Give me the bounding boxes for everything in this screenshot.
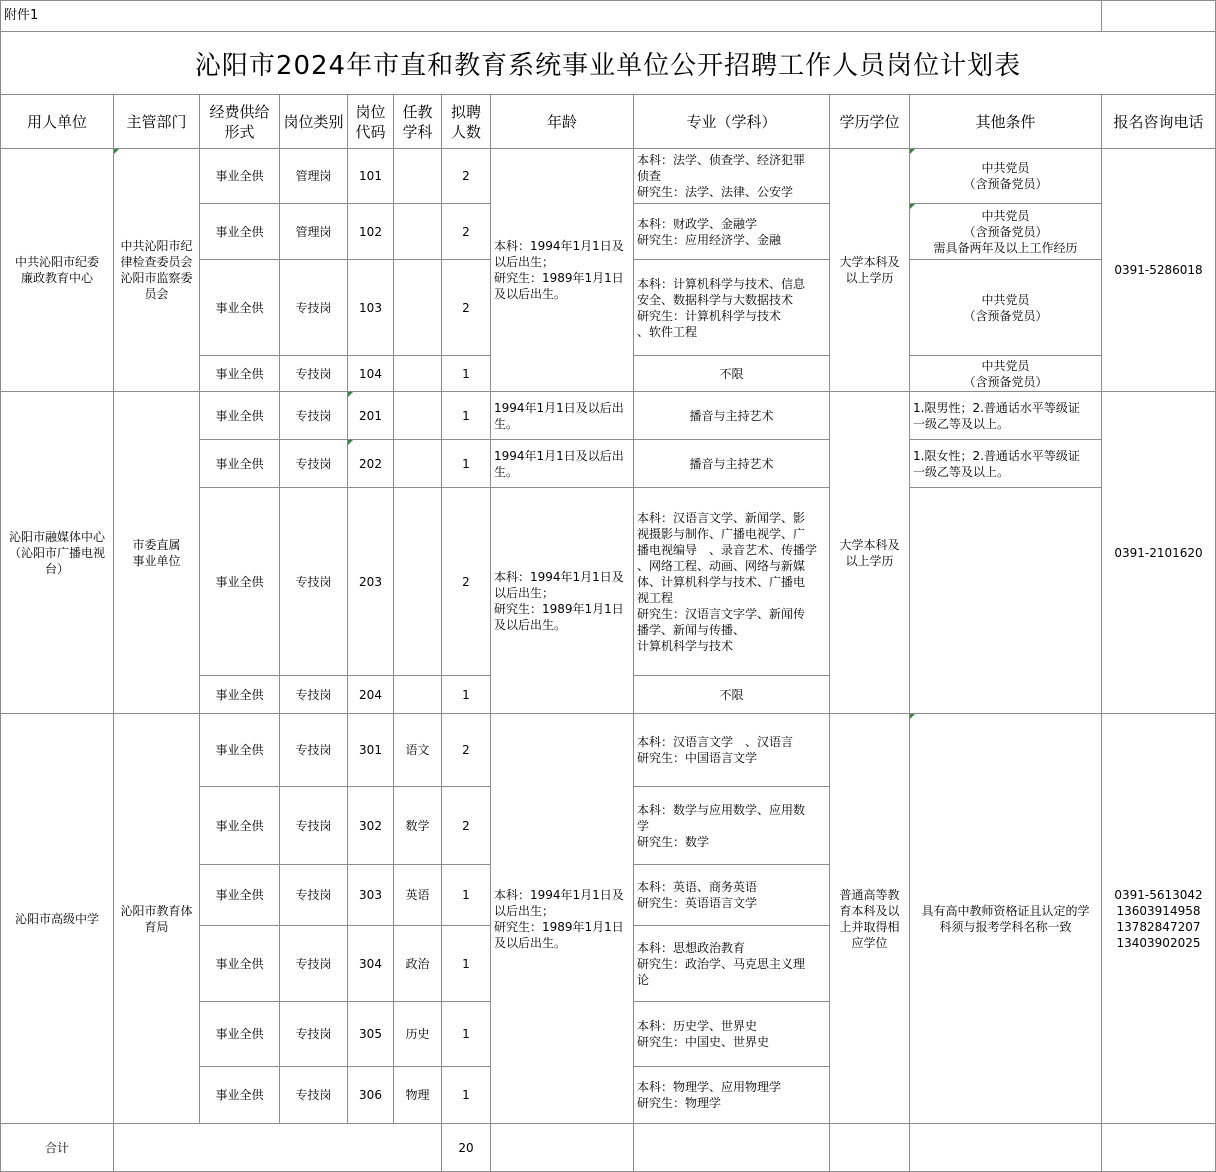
position-code: 202: [359, 456, 382, 471]
funding-type: 事业全供: [215, 1088, 264, 1102]
major-requirement: 本科：数学与应用数学、应用数 学 研究生：数学: [637, 802, 806, 849]
hiring-count: 1: [462, 456, 470, 471]
hiring-count: 1: [462, 1088, 470, 1102]
position-code: 102: [359, 224, 382, 239]
position-type: 专技岗: [295, 687, 332, 702]
hiring-count: 1: [462, 687, 470, 702]
total-count: 20: [458, 1140, 474, 1155]
hiring-count: 2: [462, 300, 470, 315]
employer-unit: 沁阳市融媒体中心 （沁阳市广播电视 台）: [8, 529, 105, 576]
comment-marker-icon: [910, 149, 915, 154]
education-requirement: 大学本科及 以上学历: [839, 255, 900, 285]
contact-phone: 0391-5286018: [1114, 263, 1203, 277]
other-conditions: 中共党员 （含预备党员）: [963, 292, 1048, 323]
funding-type: 事业全供: [215, 366, 264, 381]
major-requirement: 播音与主持艺术: [689, 456, 774, 471]
major-requirement: 不限: [719, 366, 744, 381]
hiring-count: 2: [462, 574, 470, 589]
teaching-subject: 数学: [405, 818, 430, 833]
major-requirement: 播音与主持艺术: [689, 408, 774, 423]
position-type: 专技岗: [295, 743, 332, 757]
hiring-count: 1: [462, 956, 470, 971]
position-type: 专技岗: [295, 408, 332, 423]
teaching-subject: [394, 204, 441, 259]
hiring-count: 2: [462, 169, 470, 183]
column-header: 专业（学科）: [686, 112, 777, 131]
grid-line: [829, 1123, 830, 1172]
teaching-subject: [394, 149, 441, 203]
grid-line: [0, 0, 1216, 1]
teaching-subject: 英语: [405, 888, 430, 902]
education-requirement: 大学本科及 以上学历: [839, 537, 900, 568]
position-type: 专技岗: [295, 366, 332, 381]
funding-type: 事业全供: [215, 574, 264, 589]
other-conditions: 中共党员 （含预备党员） 需具备两年及以上工作经历: [933, 208, 1078, 255]
position-code: 303: [359, 888, 382, 902]
column-header: 学历学位: [839, 112, 900, 131]
funding-type: 事业全供: [215, 687, 264, 702]
major-requirement: 本科：计算机科学与技术、信息 安全、数据科学与大数据技术 研究生：计算机科学与技术 、软件工程: [637, 276, 806, 339]
position-code: 306: [359, 1088, 382, 1102]
other-conditions: [910, 488, 1101, 713]
other-conditions: 中共党员 （含预备党员）: [963, 358, 1048, 389]
funding-type: 事业全供: [215, 888, 264, 902]
grid-line: [1101, 1123, 1102, 1172]
position-type: 专技岗: [295, 888, 332, 902]
age-requirement: 本科：1994年1月1日及 以后出生； 研究生：1989年1月1日 及以后出生。: [494, 239, 624, 301]
position-code: 305: [359, 1027, 382, 1041]
column-header: 报名咨询电话: [1113, 112, 1204, 131]
teaching-subject: 历史: [405, 1027, 430, 1041]
position-code: 201: [359, 408, 382, 423]
total-label: 合计: [44, 1140, 69, 1155]
position-type: 管理岗: [295, 169, 332, 183]
supervising-department: 市委直属 事业单位: [132, 537, 181, 568]
teaching-subject: 政治: [405, 956, 430, 971]
column-header: 主管部门: [126, 112, 187, 131]
other-conditions: 1.限女性；2.普通话水平等级证 一级乙等及以上。: [913, 448, 1080, 479]
position-type: 管理岗: [295, 224, 332, 239]
teaching-subject: [394, 392, 441, 439]
major-requirement: 本科：英语、商务英语 研究生：英语语言文学: [637, 880, 758, 910]
funding-type: 事业全供: [215, 456, 264, 471]
column-header: 用人单位: [26, 112, 87, 131]
teaching-subject: [394, 356, 441, 391]
comment-marker-icon: [348, 392, 353, 397]
column-header: 经费供给 形式: [209, 102, 270, 141]
position-type: 专技岗: [295, 818, 332, 833]
major-requirement: 本科：思想政治教育 研究生：政治学、马克思主义理 论: [637, 940, 806, 987]
funding-type: 事业全供: [215, 169, 264, 183]
teaching-subject: 物理: [405, 1088, 430, 1102]
column-header: 拟聘 人数: [450, 102, 481, 141]
education-requirement: 普通高等教 育本科及以 上并取得相 应学位: [839, 887, 900, 950]
position-code: 301: [359, 743, 382, 757]
teaching-subject: [394, 260, 441, 355]
supervising-department: 中共沁阳市纪 律检查委员会 沁阳市监察委 员会: [120, 239, 193, 301]
hiring-count: 1: [462, 366, 470, 381]
teaching-subject: [394, 488, 441, 675]
attachment-label: 附件1: [4, 8, 39, 23]
age-requirement: 本科：1994年1月1日及 以后出生； 研究生：1989年1月1日 及以后出生。: [494, 569, 624, 632]
major-requirement: 本科：汉语言文学、新闻学、影 视摄影与制作、广播电视学、广 播电视编导 、录音艺术、传播学 、网络工程、动画、网络与新媒 体、计算机科学与技术、广播电 视工程 研究生：汉语言文字学、新闻传 播学、新闻与传播、 计算机科学与技术: [637, 510, 818, 653]
position-type: 专技岗: [295, 1088, 332, 1102]
position-type: 专技岗: [295, 1027, 332, 1041]
position-code: 204: [359, 687, 382, 702]
column-header: 年龄: [546, 112, 577, 131]
major-requirement: 本科：物理学、应用物理学 研究生：物理学: [637, 1080, 782, 1110]
page-title: 沁阳市2024年市直和教育系统事业单位公开招聘工作人员岗位计划表: [194, 50, 1022, 81]
position-code: 103: [359, 300, 382, 315]
column-header: 岗位 代码: [355, 102, 386, 141]
teaching-subject: [394, 676, 441, 713]
major-requirement: 本科：财政学、金融学 研究生：应用经济学、金融: [637, 216, 782, 247]
funding-type: 事业全供: [215, 408, 264, 423]
hiring-count: 2: [462, 818, 470, 833]
position-type: 专技岗: [295, 956, 332, 971]
hiring-count: 1: [462, 408, 470, 423]
teaching-subject: [394, 440, 441, 487]
employer-unit: 中共沁阳市纪委 廉政教育中心: [14, 255, 99, 285]
other-conditions: 中共党员 （含预备党员）: [963, 161, 1048, 191]
other-conditions: 1.限男性；2.普通话水平等级证 一级乙等及以上。: [913, 400, 1080, 431]
funding-type: 事业全供: [215, 743, 264, 757]
major-requirement: 本科：汉语言文学 、汉语言 研究生：中国语言文学: [637, 735, 794, 765]
age-requirement: 本科：1994年1月1日及 以后出生； 研究生：1989年1月1日 及以后出生。: [494, 887, 624, 950]
position-code: 104: [359, 366, 382, 381]
hiring-count: 2: [462, 224, 470, 239]
grid-line: [490, 1123, 491, 1172]
funding-type: 事业全供: [215, 300, 264, 315]
major-requirement: 本科：历史学、世界史 研究生：中国史、世界史: [637, 1019, 770, 1049]
contact-phone: 0391-2101620: [1114, 545, 1203, 560]
position-type: 专技岗: [295, 300, 332, 315]
grid-line: [909, 1123, 910, 1172]
comment-marker-icon: [910, 714, 915, 719]
comment-marker-icon: [348, 440, 353, 445]
funding-type: 事业全供: [215, 956, 264, 971]
contact-phone: 0391-5613042 13603914958 13782847207 13403902025: [1114, 887, 1203, 950]
grid-line: [1101, 0, 1102, 32]
funding-type: 事业全供: [215, 224, 264, 239]
position-code: 302: [359, 818, 382, 833]
position-type: 专技岗: [295, 456, 332, 471]
grid-line: [0, 31, 1216, 32]
age-requirement: 1994年1月1日及以后出 生。: [494, 448, 624, 479]
comment-marker-icon: [114, 149, 119, 154]
position-code: 203: [359, 574, 382, 589]
other-conditions: 具有高中教师资格证且认定的学 科须与报考学科名称一致: [921, 903, 1090, 934]
teaching-subject: 语文: [405, 743, 430, 757]
age-requirement: 1994年1月1日及以后出 生。: [494, 400, 624, 431]
grid-line: [633, 1123, 634, 1172]
column-header: 任教 学科: [402, 102, 433, 141]
column-header: 其他条件: [975, 112, 1036, 131]
major-requirement: 本科：法学、侦查学、经济犯罪 侦查 研究生：法学、法律、公安学: [637, 153, 806, 199]
funding-type: 事业全供: [215, 818, 264, 833]
employer-unit: 沁阳市高级中学: [14, 911, 99, 926]
position-code: 304: [359, 956, 382, 971]
hiring-count: 1: [462, 1027, 470, 1041]
hiring-count: 1: [462, 888, 470, 902]
hiring-count: 2: [462, 743, 470, 757]
major-requirement: 不限: [719, 687, 744, 702]
position-code: 101: [359, 169, 382, 183]
funding-type: 事业全供: [215, 1027, 264, 1041]
supervising-department: 沁阳市教育体 育局: [120, 903, 193, 934]
total-empty: [114, 1124, 441, 1171]
comment-marker-icon: [910, 204, 915, 209]
column-header: 岗位类别: [283, 112, 344, 131]
position-type: 专技岗: [295, 574, 332, 589]
